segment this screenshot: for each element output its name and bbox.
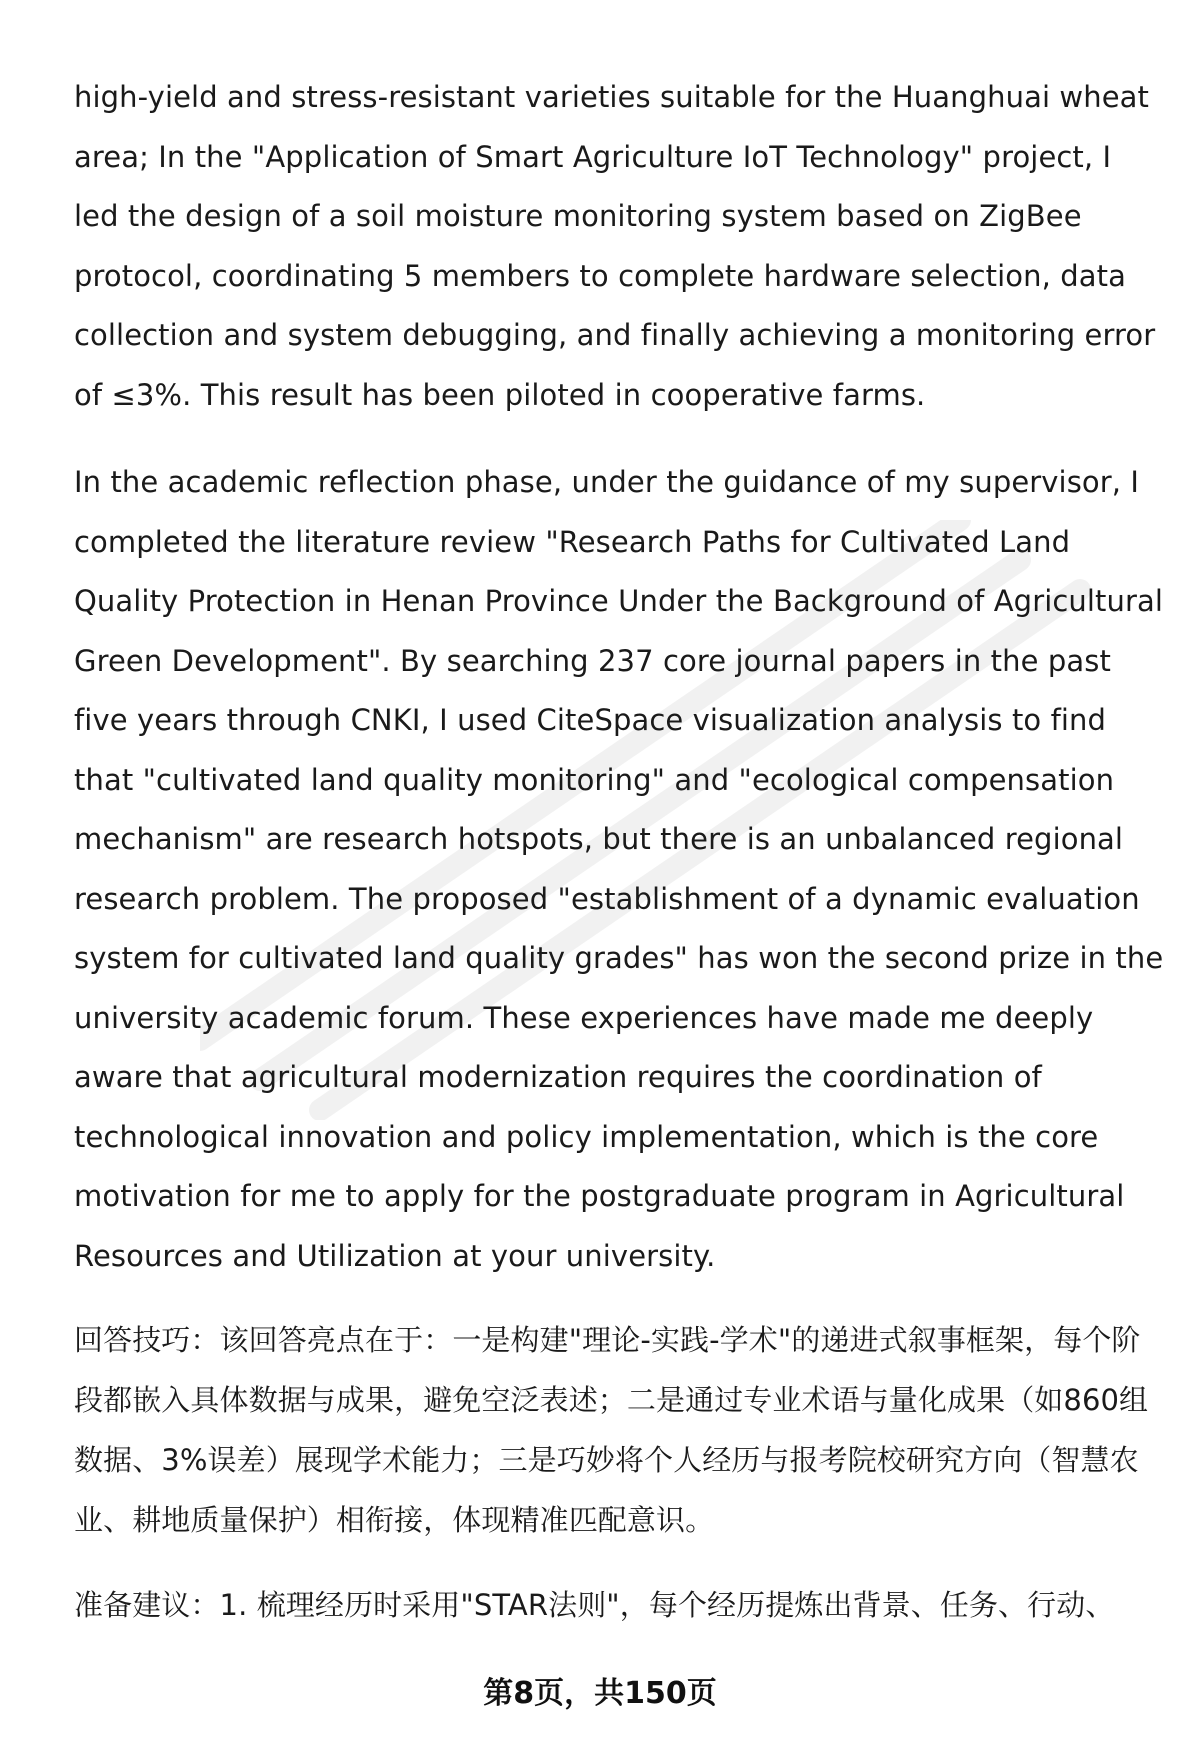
prep-advice-label: 准备建议： — [74, 1588, 220, 1622]
page-number: 第8页，共150页 — [483, 1676, 717, 1711]
paragraph-academic: In the academic reflection phase, under the guidance of my supervisor, I completed the literature review "Research Paths for Cultivated Land Quality Protection in Henan Province Under the Background of Agricultural Green Development". By searching 237 core journal papers in the past five years through CNKI, I used CiteSpace visualization analysis to find that "cultivated land quality monitoring" and "ecological compensation mechanism" are research hotspots, but there is an unbalanced regional research problem. The proposed "establishment of a dynamic evaluation system for cultivated land quality grades" has won the second prize in the university academic forum. These experiences have made me deeply aware that agricultural modernization requires the coordination of technological innovation and policy implementation, which is the core motivation for me to apply for the postgraduate program in Agricultural Resources and Utilization at your university. — [74, 465, 1164, 1273]
prep-advice — [74, 1576, 1164, 1636]
prep-advice-text: 1. 梳理经历时采用"STAR法则"，每个经历提炼出背景、任务、行动、 — [219, 1588, 1115, 1622]
paragraph-practice: high-yield and stress-resistant varieties suitable for the Huanghuai wheat area; In the "Application of Smart Agriculture IoT Technology" project, I led the design of a soil moisture monitoring system based on ZigBee protocol, coordinating 5 members to complete hardware selection, data collection and system debugging, and finally achieving a monitoring error of ≤3%. This result has been piloted in cooperative farms. — [74, 80, 1156, 412]
document-body — [74, 68, 1164, 1636]
answer-tip — [74, 1310, 1164, 1550]
answer-tip-text: 该回答亮点在于：一是构建"理论-实践-学术"的递进式叙事框架，每个阶段都嵌入具体数据与成果，避免空泛表述；二是通过专业术语与量化成果（如860组数据、3%误差）展现学术能力；三是巧妙将个人经历与报考院校研究方向（智慧农业、耕地质量保护）相衔接，体现精准匹配意识。 — [74, 1323, 1149, 1537]
answer-tip-label: 回答技巧： — [74, 1323, 220, 1357]
